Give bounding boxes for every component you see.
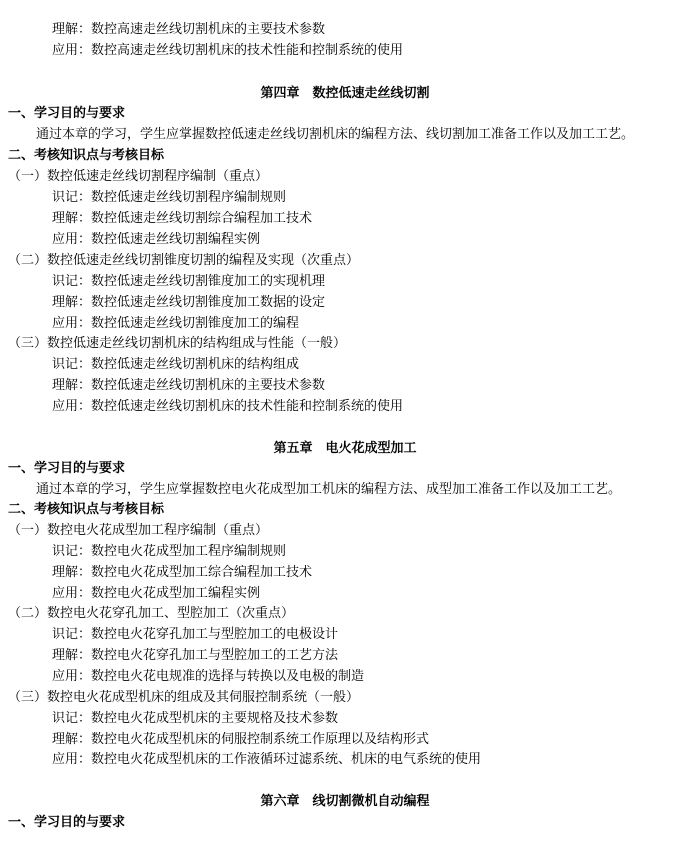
ch5-knowledge-1-apply: 应用：数控电火花成型加工编程实例 — [52, 586, 261, 601]
ch4-knowledge-2-apply: 应用：数控低速走丝线切割锥度加工的编程 — [52, 316, 300, 331]
ch4-knowledge-2-understand: 理解：数控低速走丝线切割锥度加工数据的设定 — [52, 295, 326, 310]
ch5-section-1-text: 通过本章的学习，学生应掌握数控电火花成型加工机床的编程方法、成型加工准备工作以及加工工艺。 — [36, 482, 622, 497]
ch5-knowledge-3: （三）数控电火花成型机床的组成及其伺服控制系统（一般） — [8, 690, 360, 705]
ch4-knowledge-3-understand: 理解：数控低速走丝线切割机床的主要技术参数 — [52, 378, 326, 393]
ch5-knowledge-2-recall: 识记：数控电火花穿孔加工与型腔加工的电极设计 — [52, 627, 339, 642]
ch5-knowledge-1-recall: 识记：数控电火花成型加工程序编制规则 — [52, 544, 287, 559]
ch4-knowledge-2: （二）数控低速走丝线切割锥度切割的编程及实现（次重点） — [8, 253, 360, 268]
chapter-6-title: 第六章 线切割微机自动编程 — [260, 794, 430, 809]
chapter-5-title: 第五章 电火花成型加工 — [273, 441, 417, 456]
ch5-knowledge-1-understand: 理解：数控电火花成型加工综合编程加工技术 — [52, 565, 313, 580]
ch4-knowledge-3-recall: 识记：数控低速走丝线切割机床的结构组成 — [52, 357, 300, 372]
ch5-knowledge-1: （一）数控电火花成型加工程序编制（重点） — [8, 523, 269, 538]
ch5-knowledge-2: （二）数控电火花穿孔加工、型腔加工（次重点） — [8, 606, 295, 621]
ch5-section-2-title: 二、考核知识点与考核目标 — [8, 502, 165, 517]
ch4-knowledge-1-recall: 识记：数控低速走丝线切割程序编制规则 — [52, 190, 287, 205]
ch4-knowledge-1-apply: 应用：数控低速走丝线切割编程实例 — [52, 232, 261, 247]
ch4-section-2-title: 二、考核知识点与考核目标 — [8, 148, 165, 163]
objective-understand: 理解：数控高速走丝线切割机床的主要技术参数 — [52, 22, 326, 37]
ch4-knowledge-3-apply: 应用：数控低速走丝线切割机床的技术性能和控制系统的使用 — [52, 399, 404, 414]
ch5-section-1-title: 一、学习目的与要求 — [8, 461, 126, 476]
ch5-knowledge-3-recall: 识记：数控电火花成型机床的主要规格及技术参数 — [52, 711, 339, 726]
ch4-knowledge-3: （三）数控低速走丝线切割机床的结构组成与性能（一般） — [8, 336, 347, 351]
ch4-section-1-text: 通过本章的学习，学生应掌握数控低速走丝线切割机床的编程方法、线切割加工准备工作以及加工工艺。 — [36, 127, 635, 142]
ch4-section-1-title: 一、学习目的与要求 — [8, 106, 126, 121]
ch5-knowledge-3-apply: 应用：数控电火花成型机床的工作液循环过滤系统、机床的电气系统的使用 — [52, 752, 482, 767]
ch5-knowledge-2-apply: 应用：数控电火花电规准的选择与转换以及电极的制造 — [52, 669, 365, 684]
ch4-knowledge-1: （一）数控低速走丝线切割程序编制（重点） — [8, 169, 269, 184]
ch4-knowledge-1-understand: 理解：数控低速走丝线切割综合编程加工技术 — [52, 211, 313, 226]
ch5-knowledge-3-understand: 理解：数控电火花成型机床的伺服控制系统工作原理以及结构形式 — [52, 732, 430, 747]
ch5-knowledge-2-understand: 理解：数控电火花穿孔加工与型腔加工的工艺方法 — [52, 648, 339, 663]
ch6-section-1-title: 一、学习目的与要求 — [8, 815, 126, 830]
chapter-4-title: 第四章 数控低速走丝线切割 — [260, 86, 430, 101]
ch4-knowledge-2-recall: 识记：数控低速走丝线切割锥度加工的实现机理 — [52, 274, 326, 289]
objective-apply: 应用：数控高速走丝线切割机床的技术性能和控制系统的使用 — [52, 43, 404, 58]
